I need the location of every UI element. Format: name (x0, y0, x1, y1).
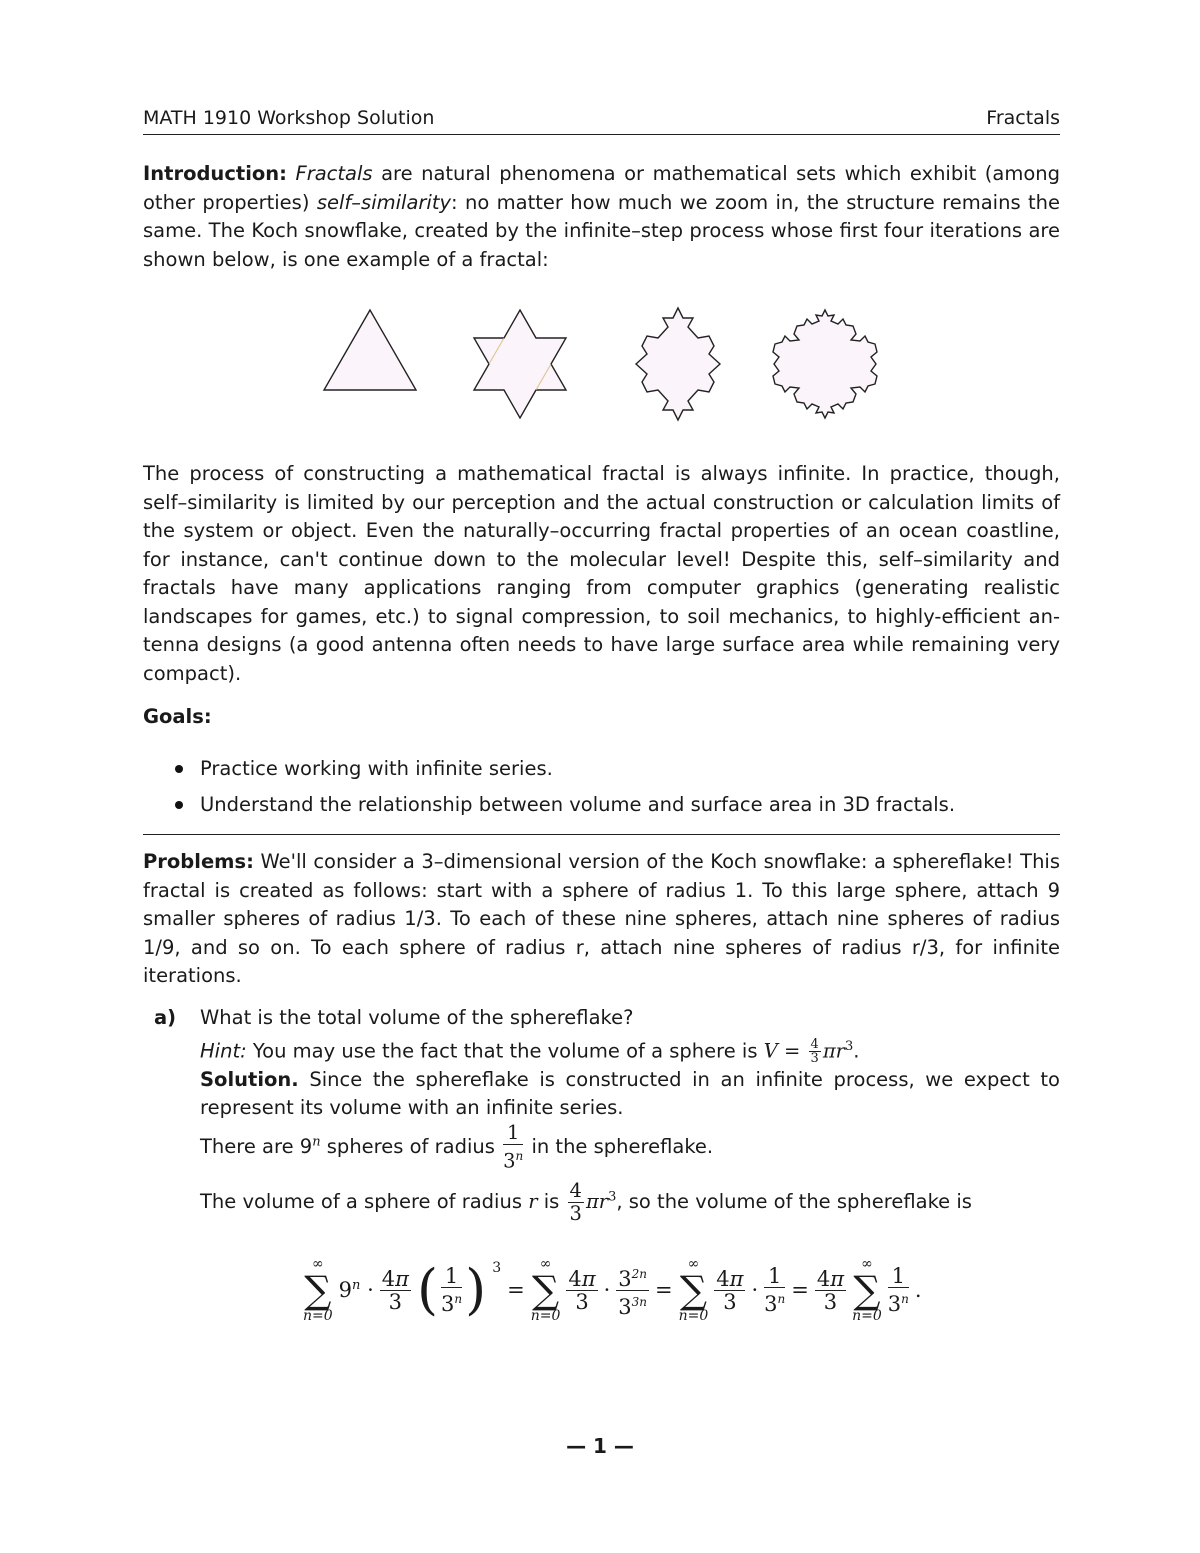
line1-text-a: There are 9 (200, 1134, 313, 1158)
page-number: — 1 — (566, 1434, 634, 1458)
question-a-label: a) (154, 1006, 177, 1029)
question-a-hint: Hint: You may use the fact that the volume of a sphere is V = $\frac{4}{3}$ $\pi r^3$. (200, 1037, 860, 1066)
list-item (170, 755, 1060, 791)
intro-term-self-similarity: self–similarity (316, 190, 452, 214)
intro-label: Introduction: (143, 162, 287, 185)
line1-text-c: in the sphereflake. (525, 1134, 714, 1158)
solution-label: Solution. (200, 1067, 299, 1091)
goals-heading (143, 703, 1060, 732)
bullet-icon (175, 765, 183, 773)
solution-line-1: There are 9$^n$ spheres of radius $\frac{1}{3^n}$ in the sphereflake. (200, 1121, 714, 1173)
intro-paragraph (143, 160, 1060, 274)
volume-series-equation: ∞ ∑ n=0 $9^n$ · $\frac{4\pi}{3}$ ( $\frac{1}{3^n}$ ) $^3$ = ∞ ∑ n=0 $\frac{4\pi}{3}$ · $\frac{3^{2n}}{3^{3n}}$ = ∞ ∑ n=0 $\frac{4\pi}{3}$ · $\frac{1}{3^n}$ = $\frac{4\pi}{3}$ ∞ ∑ n=0 $\frac{1}{3^n}$ . (303, 1256, 922, 1324)
koch-iteration-2 (474, 310, 566, 418)
bullet-icon (175, 801, 183, 809)
koch-snowflake-figure (300, 300, 900, 430)
hint-label: Hint: (200, 1039, 247, 1062)
goals-label: Goals: (143, 705, 212, 728)
section-divider (143, 834, 1060, 835)
problems-label: Problems: (143, 850, 254, 873)
solution-line-2: The volume of a sphere of radius r is $\frac{4}{3}$ $\pi r^3$, so the volume of the sphereflake is (200, 1179, 972, 1225)
intro-text-1: are natural phenomena or mathematical sets which exhibit (among other properties) (143, 162, 1061, 214)
intro-term-fractals: Fractals (295, 162, 373, 185)
line1-text-b: spheres of radius (320, 1134, 502, 1158)
solution-text: Since the sphereflake is constructed in an infinite process, we expect to represent its volume with an infinite series. (200, 1067, 1060, 1119)
koch-iteration-4 (773, 310, 877, 418)
koch-iteration-1 (324, 310, 416, 390)
applications-paragraph: The process of constructing a mathematical fractal is always infinite. In practice, though, self–similarity is limited by our perception and the actual construction or calculation limits of the system or object. Even the naturally–occurring fractal properties of an ocean coastline, for instance, can't continue down to the molecular level! Despite this, self–similarity and fractals have many applications ranging from computer graphics (generating realistic landscapes for games, etc.) to signal compression, to soil mechanics, to highly-efficient antenna designs (a good antenna often needs to have large surface area while remaining very compact). (143, 462, 1060, 685)
list-item (170, 791, 1060, 827)
question-a-solution (200, 1066, 1060, 1123)
header-course: MATH 1910 Workshop Solution (143, 107, 435, 129)
intro-text-2: : no matter how much we zoom in, the structure remains the same. The Koch snowflake, created by the infinite–step process whose first four iterations are shown below, is one example of a fractal: (143, 190, 1060, 271)
line2-text-c: , so the volume of the sphereflake is (616, 1190, 972, 1213)
problems-paragraph (143, 848, 1060, 991)
goal-text: Understand the relationship between volume and surface area in 3D fractals. (200, 793, 956, 816)
koch-iteration-3 (636, 308, 720, 420)
line2-text-b: is (537, 1190, 566, 1213)
goals-list (170, 755, 1060, 827)
header-topic: Fractals (986, 107, 1060, 129)
question-a-body (200, 1004, 1060, 1123)
goal-text: Practice working with infinite series. (200, 757, 553, 780)
line2-text-a: The volume of a sphere of radius (200, 1190, 529, 1213)
question-a-text: What is the total volume of the sphereflake? (200, 1006, 634, 1029)
problems-text: We'll consider a 3–dimensional version of the Koch snowflake: a sphereflake! This fractal is created as follows: start with a sphere of radius 1. To this large sphere, attach 9 smaller spheres of radius 1/3. To each of these nine spheres, attach nine spheres of radius 1/9, and so on. To each sphere of radius r, attach nine spheres of radius r/3, for infinite iterations. (143, 850, 1060, 987)
running-header (143, 104, 1060, 135)
hint-text: You may use the fact that the volume of a sphere is (246, 1039, 764, 1062)
